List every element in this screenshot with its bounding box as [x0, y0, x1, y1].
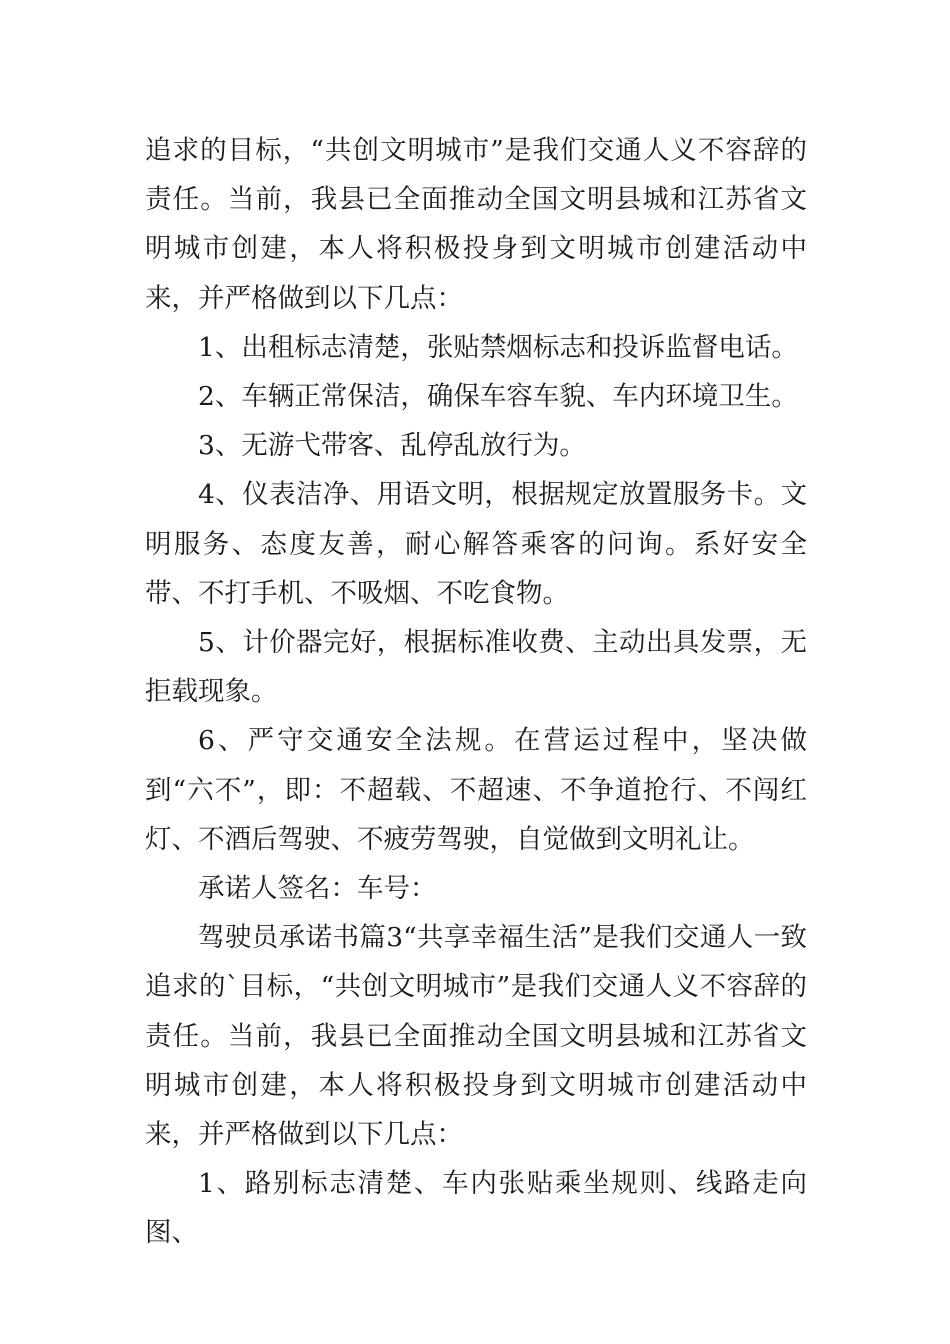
- document-body: [145, 126, 807, 1258]
- paragraph-item-1: 1、出租标志清楚，张贴禁烟标志和投诉监督电话。: [198, 331, 798, 363]
- paragraph-item-2: 2、车辆正常保洁，确保车容车貌、车内环境卫生。: [198, 381, 798, 413]
- paragraph-item-5: 5、计价器完好，根据标准收费、主动出具发票，无拒载现象。: [145, 627, 807, 708]
- paragraph-item-4: 4、仪表洁净、用语文明，根据规定放置服务卡。文明服务、态度友善，耐心解答乘客的问询。系好安全带、不打手机、不吸烟、不吃食物。: [145, 479, 807, 609]
- signature-line: 承诺人签名：车号：: [198, 873, 437, 905]
- paragraph-section-3-intro: 驾驶员承诺书篇3“共享幸福生活”是我们交通人一致追求的`目标，“共创文明城市”是我们交通人义不容辞的责任。当前，我县已全面推动全国文明县城和江苏省文明城市创建，本人将积极投身到文明城市创建活动中来，并严格做到以下几点：: [145, 922, 807, 1151]
- paragraph-intro-continued: 追求的目标，“共创文明城市”是我们交通人义不容辞的责任。当前，我县已全面推动全国文明县城和江苏省文明城市创建，本人将积极投身到文明城市创建活动中来，并严格做到以下几点：: [145, 135, 807, 314]
- paragraph-section-3-item-1: 1、路别标志清楚、车内张贴乘坐规则、线路走向图、: [145, 1168, 807, 1249]
- paragraph-item-3: 3、无游弋带客、乱停乱放行为。: [198, 430, 586, 462]
- paragraph-item-6: 6、严守交通安全法规。在营运过程中，坚决做到“六不”，即：不超载、不超速、不争道抢行、不闯红灯、不酒后驾驶、不疲劳驾驶，自觉做到文明礼让。: [145, 725, 807, 855]
